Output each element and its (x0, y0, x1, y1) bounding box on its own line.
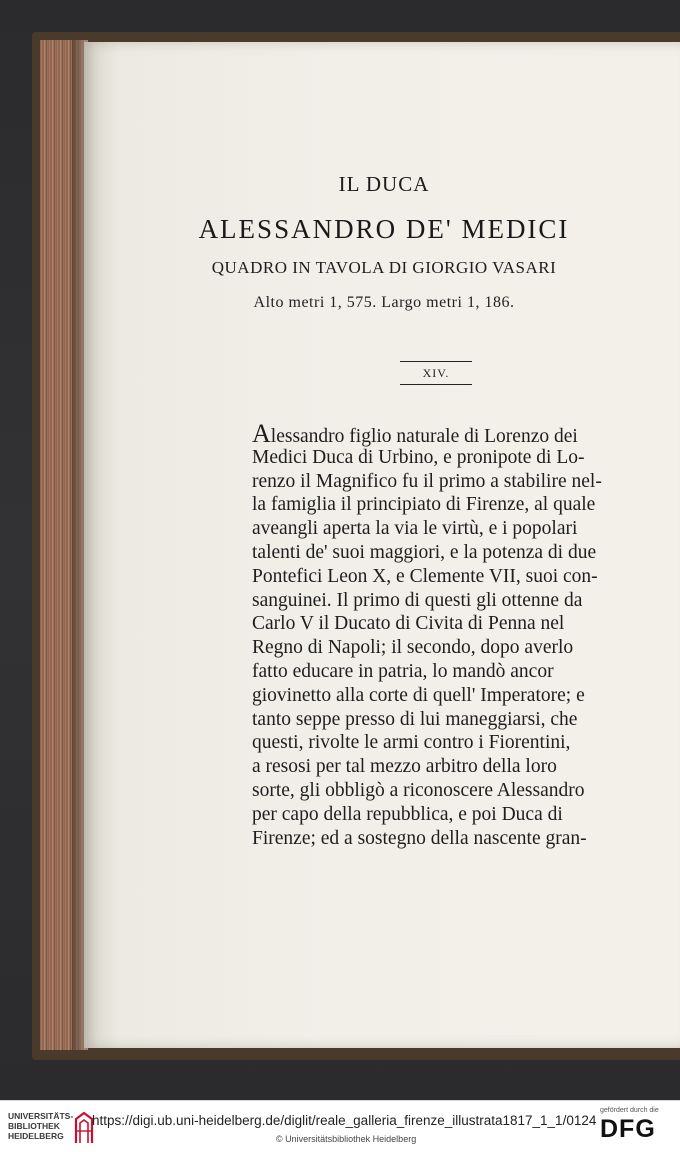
body-line: aveangli aperta la via le virtù, e i popolari (252, 518, 578, 540)
heading-name: ALESSANDRO DE' MEDICI (198, 214, 570, 244)
body-line: Regno di Napoli; il secondo, dopo averlo (252, 637, 574, 659)
body-line: questi, rivolte le armi contro i Fiorentini, (252, 732, 571, 754)
body-line: fatto educare in patria, lo mandò ancor (252, 660, 554, 682)
body-line: sanguinei. Il primo di questi gli ottenne da (252, 589, 583, 611)
heading-painting: QUADRO IN TAVOLA DI GIORGIO VASARI (211, 258, 557, 277)
body-line: tanto seppe presso di lui maneggiarsi, che (252, 708, 578, 730)
copyright-notice: © Universitätsbibliothek Heidelberg (276, 1134, 417, 1144)
permalink-url[interactable]: https://digi.ub.uni-heidelberg.de/diglit/reale_galleria_firenze_illustrata1817_1_1/0124 (92, 1113, 597, 1128)
body-line: Carlo V il Ducato di Civita di Penna nel (252, 613, 565, 635)
body-line: la famiglia il principiato di Firenze, al quale (252, 494, 596, 516)
body-line: giovinetto alla corte di quell' Imperatore; e (252, 684, 585, 706)
body-line: per capo della repubblica, e poi Duca di (252, 803, 563, 825)
dfg-logo[interactable] (600, 1107, 672, 1147)
body-line: Alessandro figlio naturale di Lorenzo dei (252, 419, 578, 448)
painting-dimensions: Alto metri 1, 575. Largo metri 1, 186. (253, 294, 515, 311)
library-name: UNIVERSITÄTS- BIBLIOTHEK HEIDELBERG (8, 1111, 74, 1141)
body-line: Medici Duca di Urbino, e pronipote di Lo- (252, 446, 585, 468)
body-line: talenti de' suoi maggiori, e la potenza di due (252, 541, 597, 563)
viewer-footer (0, 1100, 680, 1152)
plate-rule-bottom (400, 384, 472, 385)
body-paragraph (252, 419, 624, 850)
body-line: sorte, gli obbligò a riconoscere Alessandro (252, 779, 585, 801)
drop-cap: A (252, 419, 271, 448)
plate-rule-top (400, 361, 472, 362)
body-line: renzo il Magnifico fu il primo a stabilire nel- (252, 470, 602, 492)
plate-number: XIV. (422, 366, 450, 380)
body-line: Pontefici Leon X, e Clemente VII, suoi con- (252, 565, 598, 587)
body-line: a resosi per tal mezzo arbitro della loro (252, 756, 557, 778)
library-logo[interactable] (8, 1111, 88, 1147)
funder-name: DFG (600, 1115, 656, 1143)
body-line: Firenze; ed a sostegno della nascente gran- (252, 827, 587, 849)
heading-duke: IL DUCA (338, 172, 430, 196)
funder-caption: gefördert durch die (600, 1107, 659, 1114)
